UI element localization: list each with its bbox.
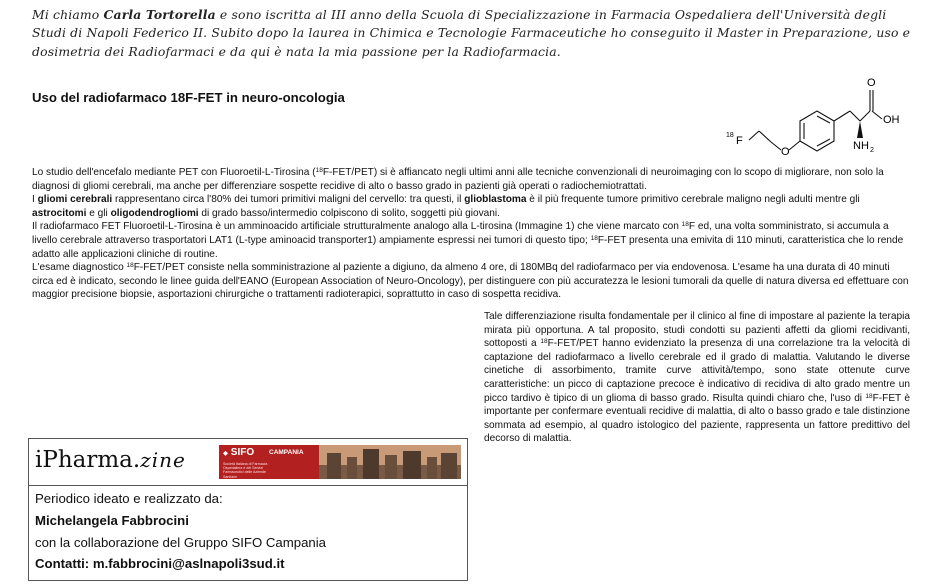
credits-editor-name: Michelangela Fabbrocini — [35, 513, 189, 528]
sifo-logo: ◆ SIFO — [223, 447, 255, 458]
credits-divider — [29, 485, 467, 486]
sifo-mark-icon: ◆ — [223, 450, 228, 457]
amine-label: NH — [853, 140, 869, 152]
fet-molecule-diagram — [720, 74, 920, 160]
article-body-right: Tale differenziazione risulta fondamentale per il clinico al fine di impostare al paziente la terapia mirata più opportuna. A tal proposito, studi condotti su pazienti affetti da gliomi recidivanti, sottoposti a $^{18}$F-FET/PET hanno evidenziato la presenza di una correlazione tra la velocità di captazione del radiofarmaco a livello cerebrale ed il grado di malattia. Valutando le diverse cinetiche di assorbimento, tramite curve attività/tempo, sono state ottenute curve caratteristiche: un picco di captazione precoce è indicativo di recidiva di alto grado mentre un picco tardivo è tipico di un glioma di basso grado. Risulta quindi chiaro che, l'uso di $^{18}$F-FET è importante per confermare eventuali recidive di malattia, di alto o basso grado e tale distinzione sommata ad esempio, al quadro istologico del paziente, rappresenta un fattore predittivo del decorso di malattia. — [484, 311, 910, 445]
hydroxyl-label: OH — [883, 114, 900, 126]
intro-text-1: Mi chiamo — [32, 7, 104, 22]
carbonyl-oxygen-label: O — [867, 77, 876, 89]
paragraph-esame: L'esame diagnostico $^{18}$F-FET/PET consiste nella somministrazione al paziente a digiuno, da almeno 4 ore, di 180MBq del radiofarmaco per via endovenosa. L'esame ha una durata di 40 minuti circa ed è indicato, secondo le linee guida dell'EANO (European Association of Neuro-Oncology), per distinguere con più accuratezza le lesioni tumorali da quelle di natura diversa ed effettuare con maggior precisione biopsie, asportazioni chirurgiche o trattamenti radioterapici, soprattutto in caso di sospetta recidiva. — [32, 262, 909, 301]
banner-small-text: Società Italiana di Farmacia Ospedaliera e dei Servizi Farmaceutici delle Aziende Sanitarie — [223, 462, 268, 479]
ipharmazine-logo: iPharma.zine — [35, 447, 186, 473]
paragraph-gliomi: I gliomi cerebrali rappresentano circa l'80% dei tumori primitivi maligni del cervello: tra questi, il glioblastoma è il più frequente tumore primitivo cerebrale maligno negli adulti mentre gli astrocitomi e gli oligodendrogliomi di grado basso/intermedio colpiscono di solito, soggetti più giovani. — [32, 194, 860, 219]
fluorine-mass-label: 18 — [726, 132, 734, 139]
credits-contact: Contatti: m.fabbrocini@aslnapoli3sud.it — [35, 556, 285, 571]
credits-line-periodico: Periodico ideato e realizzato da: — [35, 491, 223, 506]
article-title: Uso del radiofarmaco 18F-FET in neuro-oncologia — [32, 90, 345, 105]
credits-collaboration: con la collaborazione del Gruppo SIFO Campania — [35, 535, 327, 550]
paragraph-intro: Lo studio dell'encefalo mediante PET con Fluoroetil-L-Tirosina ($^{18}$F-FET/PET) si è affiancato negli ultimi anni alle tecniche convenzionali di neuroimaging con lo scopo di migliorare, non solo la diagnosi di gliomi cerebrali, ma anche per differenziare sospette recidive di alto o basso grado in pazienti già operati o radiochemiotrattati. — [32, 167, 884, 192]
intro-text-2: e sono iscritta al III anno della Scuola di Specializzazione in Farmacia Ospedaliera dell'Università degli Studi di Napoli Federico II. Subito dopo la laurea in Chimica e Tecnologie Farmaceutiche ho conseguito il Master in Preparazione, uso e dosimetria dei Radiofarmaci e da qui è nata la mia passione per la Radiofarmacia. — [32, 7, 911, 59]
fluorine-label: F — [736, 135, 743, 147]
author-intro — [32, 6, 912, 61]
credits-box — [28, 438, 468, 581]
sifo-campania-banner — [219, 445, 461, 479]
article-body-top — [32, 166, 912, 302]
ether-oxygen-label: O — [781, 146, 790, 158]
author-name: Carla Tortorella — [103, 7, 216, 22]
amine-subscript: 2 — [870, 147, 874, 154]
banner-region: CAMPANIA — [269, 449, 304, 456]
castle-skyline-icon — [319, 445, 461, 479]
paragraph-radiofarmaco: Il radiofarmaco FET Fluoroetil-L-Tirosina è un amminoacido artificiale strutturalmente analogo alla L-tirosina (Immagine 1) che viene marcato con $^{18}$F ed, una volta somministrato, si accumula a livello cerebrale attraverso trasportatori LAT1 (L-type aminoacid transporter1) ampiamente espressi nei tumori di questo tipo; $^{18}$F-FET presenta una emivita di 110 minuti, caratteristica che lo rende adatto alle applicazioni cliniche di routine. — [32, 221, 904, 260]
